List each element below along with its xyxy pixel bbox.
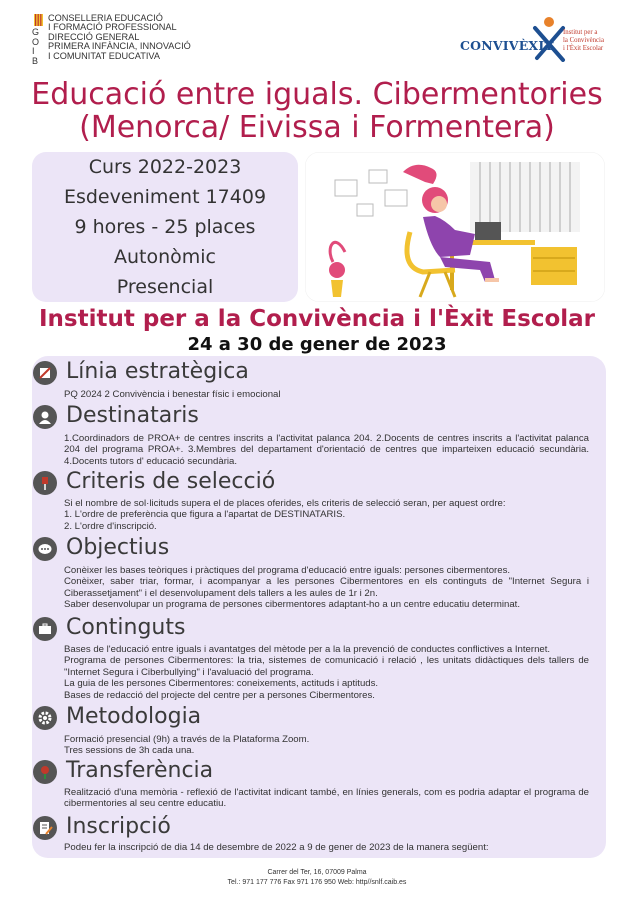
form-edit-icon: [33, 816, 57, 840]
objectius-body: Conèixer les bases teòriques i pràctiques del programa d'educació entre iguals: persones cibermentores. Conèixer, saber triar, formar, i acompanyar a les persones Cibermentores en els continguts de "Internet Segura i Ciberassetjament" i el desenvolupament dels tallers a les aules de 1r i 2n. Saber desenvolupar un programa de persones cibermentores adaptant-ho a un centre educatiu determinat.: [64, 565, 589, 611]
criteris-title: Criteris de selecció: [66, 469, 276, 494]
logo-subtitle: Institut per a la Convivència i l'Èxit Escolar: [563, 29, 604, 52]
page-title: [0, 78, 634, 144]
gear-icon: [33, 706, 57, 730]
hours-places: 9 hores - 25 places: [74, 216, 256, 238]
continguts-title: Continguts: [66, 615, 186, 640]
modality: Presencial: [116, 276, 214, 298]
inscripcio-body: Podeu fer la inscripció de dia 14 de desembre de 2022 a 9 de gener de 2023 de la manera següent:: [64, 842, 489, 853]
logo-name: CONVIVÈXIT: [460, 38, 554, 53]
person-icon: [33, 405, 57, 429]
event-number: Esdeveniment 17409: [63, 186, 267, 208]
pin-icon: [33, 471, 57, 495]
scope: Autonòmic: [113, 246, 216, 268]
continguts-body: Bases de l'educació entre iguals i avantatges del mètode per a la la prevenció de conductes conflictives a Internet. Programa de persones Cibermentores: la tria, sistemes de comunicació i relació , les unitats didàctiques dels tallers de "Internet Segura i Ciberbullying" i l'avaluació del programa. La guia de les persones Cibermentores: coneixements, actituds i aptituds. Bases de redacció del projecte del centre per a persones Cibermentores.: [64, 644, 589, 701]
organizer-name: Institut per a la Convivència i l'Èxit Escolar: [39, 306, 595, 332]
footer-address: Carrer del Ter, 16, 07009 Palma: [267, 869, 367, 876]
course-dates: 24 a 30 de gener de 2023: [187, 334, 447, 355]
strategy-icon: [33, 361, 57, 385]
metodologia-body: Formació presencial (9h) a través de la Plataforma Zoom. Tres sessions de 3h cada una.: [64, 734, 310, 757]
briefcase-icon: [33, 617, 57, 641]
linia-title: Línia estratègica: [66, 359, 249, 384]
linia-body: PQ 2024 2 Convivència i benestar físic i emocional: [64, 389, 281, 400]
footer-contact: Tel.: 971 177 776 Fax 971 176 950 Web: http//snlf.caib.es: [227, 879, 407, 886]
convivexit-logo: [460, 16, 610, 66]
chat-bubble-icon: [33, 537, 57, 561]
flower-icon: [33, 760, 57, 784]
transferencia-body: Realització d'una memòria - reflexió de l'activitat indicant també, en línies generals, com es podria adaptar el programa de cibermentories al seu centre educatiu.: [64, 787, 589, 810]
flag-icon: [34, 14, 43, 26]
objectius-title: Objectius: [66, 535, 170, 560]
criteris-body: Si el nombre de sol·licituds supera el de places oferides, els criteris de selecció seran, per aquest ordre: 1. L'ordre de preferència que figura a l'apartat de DESTINATARIS. 2. L'ordre d'inscripció.: [64, 498, 506, 532]
destinataris-title: Destinataris: [66, 403, 199, 428]
transferencia-title: Transferència: [66, 758, 214, 783]
woman-at-laptop-illustration: [305, 152, 605, 302]
inscripcio-title: Inscripció: [66, 814, 171, 839]
destinataris-body: 1.Coordinadors de PROA+ de centres inscrits a l'activitat palanca 204. 2.Docents de centres inscrits a l'activitat palanca 204 del programa PROA+. 3.Membres del departament d'orientació de centres que imparteixen educació secundària. 4.Docents tutors d' educació secundària.: [64, 433, 589, 467]
govern-letters: G O I B: [32, 27, 40, 66]
govern-department: CONSELLERIA EDUCACIÓ I FORMACIÓ PROFESSIONAL DIRECCIÓ GENERAL PRIMERA INFÀNCIA, INNOVACIÓ I COMUNITAT EDUCATIVA: [48, 13, 191, 61]
title-line-2: (Menorca/ Eivissa i Formentera): [79, 110, 555, 145]
metodologia-title: Metodologia: [66, 704, 202, 729]
course-year: Curs 2022-2023: [88, 156, 242, 178]
title-line-1: Educació entre iguals. Cibermentories: [31, 77, 603, 112]
course-info-box: [32, 152, 298, 302]
